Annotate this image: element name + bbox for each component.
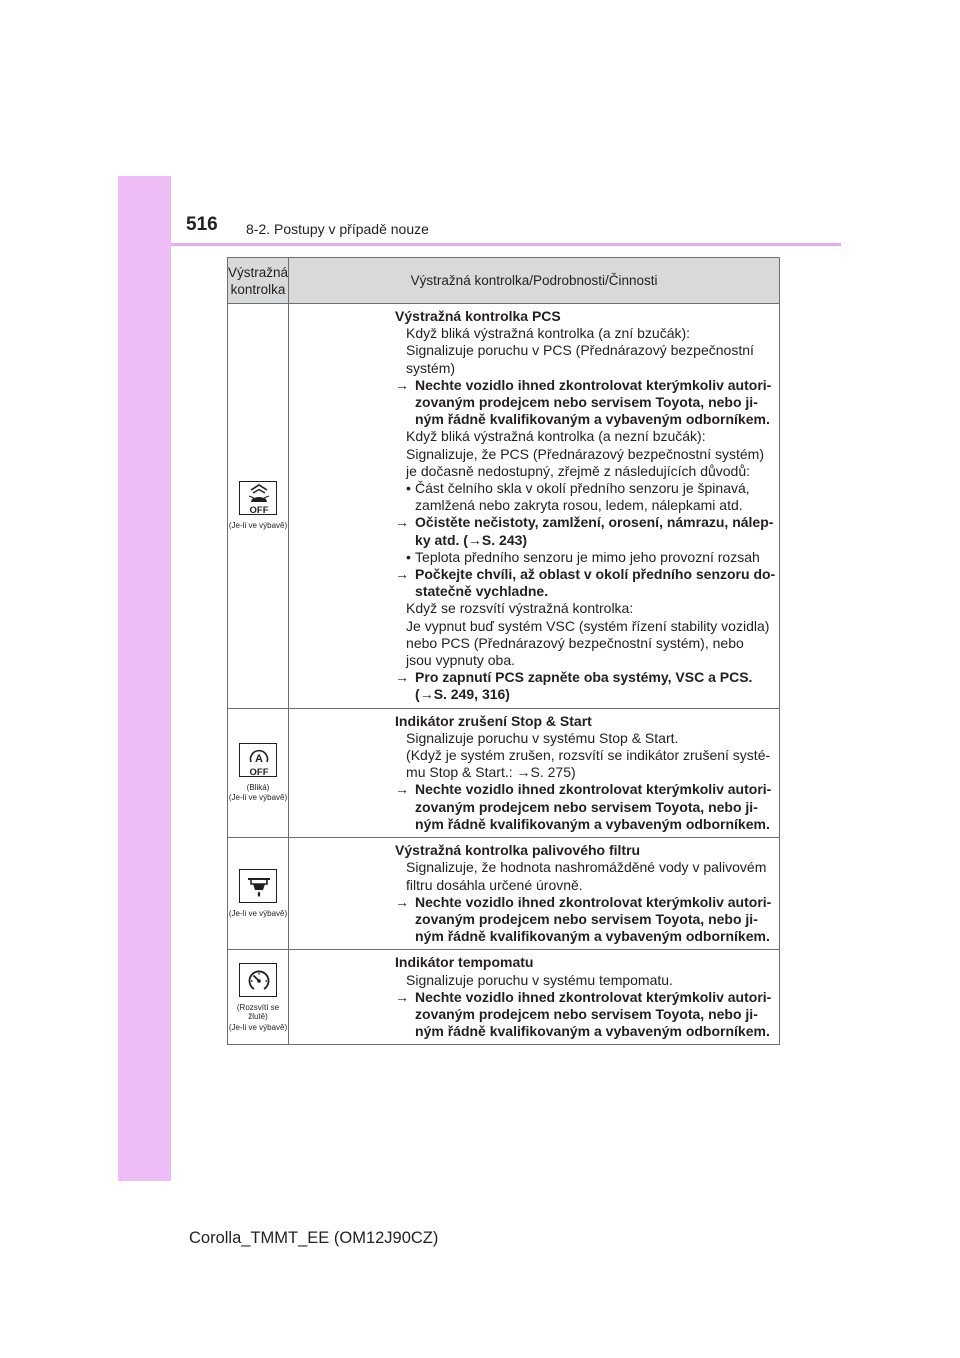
page-reference: ky atd. (→S. 243)	[415, 531, 528, 548]
table-header-row	[228, 258, 780, 304]
svg-text:A: A	[255, 752, 263, 765]
icon-cell	[228, 708, 289, 837]
action-text: → Očistěte nečistoty, zamlžení, orosení, námrazu, nálep-	[395, 514, 774, 531]
detail-text: Je vypnut buď systém VSC (systém řízení stability vozidla)	[406, 617, 770, 634]
action-text: ným řádně kvalifikovaným a vybaveným odborníkem.	[415, 815, 770, 832]
fuel-filter-icon	[239, 869, 277, 903]
detail-text: nebo PCS (Přednárazový bezpečnostní systém), nebo	[406, 634, 744, 651]
icon-note: (Je-li ve výbavě)	[228, 793, 288, 803]
action-text: ným řádně kvalifikovaným a vybaveným odborníkem.	[415, 1023, 770, 1040]
table-row	[228, 950, 780, 1045]
table-row	[228, 838, 780, 950]
details-cell	[289, 838, 780, 950]
details-cell	[289, 950, 780, 1045]
page-reference: mu Stop & Start.: →S. 275)	[406, 764, 576, 781]
details-cell	[289, 708, 780, 837]
detail-text: Signalizuje, že hodnota nashromážděné vody v palivovém	[406, 859, 767, 876]
table-row	[228, 304, 780, 709]
arrow-icon: →	[395, 988, 410, 1005]
cruise-control-icon	[239, 963, 277, 997]
header-rule	[171, 243, 841, 246]
action-text: → Pro zapnutí PCS zapněte oba systémy, VSC a PCS.	[395, 669, 753, 686]
section-title: 8-2. Postupy v případě nouze	[246, 221, 429, 237]
icon-note: (Je-li ve výbavě)	[228, 908, 288, 918]
icon-cell	[228, 950, 289, 1045]
detail-text: jsou vypnuty oba.	[406, 652, 515, 669]
arrow-icon: →	[395, 781, 410, 798]
icon-note: (Je-li ve výbavě)	[228, 1022, 288, 1032]
bullet-item: • Část čelního skla v okolí předního senzoru je špinavá,	[406, 480, 750, 497]
bullet-icon: •	[406, 548, 411, 565]
table-row	[228, 708, 780, 837]
arrow-icon: →	[395, 566, 410, 583]
detail-text: Signalizuje, že PCS (Přednárazový bezpečnostní systém)	[406, 445, 764, 462]
detail-text: (Když je systém zrušen, rozsvítí se indikátor zrušení systé-	[406, 747, 771, 764]
action-text: statečně vychladne.	[415, 583, 549, 600]
warning-light-table	[227, 257, 780, 1045]
arrow-icon: →	[395, 514, 410, 531]
arrow-icon: →	[395, 376, 410, 393]
page-reference: (→S. 249, 316)	[415, 686, 510, 703]
action-text: zovaným prodejcem nebo servisem Toyota, nebo ji-	[415, 798, 758, 815]
pcs-off-icon	[239, 481, 277, 515]
details-cell	[289, 304, 780, 709]
bullet-icon: •	[406, 480, 411, 497]
action-text: zovaným prodejcem nebo servisem Toyota, nebo ji-	[415, 394, 758, 411]
detail-text: filtru dosáhla určené úrovně.	[406, 876, 583, 893]
detail-text: Když bliká výstražná kontrolka (a zní bzučák):	[406, 325, 691, 342]
chapter-sidebar-tab	[118, 176, 171, 1181]
action-text: → Nechte vozidlo ihned zkontrolovat kterýmkoliv autori-	[395, 376, 772, 393]
action-text: ným řádně kvalifikovaným a vybaveným odborníkem.	[415, 928, 770, 945]
svg-text:OFF: OFF	[249, 766, 269, 778]
arrow-icon: →	[395, 669, 410, 686]
action-text: → Nechte vozidlo ihned zkontrolovat kterýmkoliv autori-	[395, 893, 772, 910]
action-text: → Nechte vozidlo ihned zkontrolovat kterýmkoliv autori-	[395, 781, 772, 798]
icon-cell	[228, 838, 289, 950]
page-number: 516	[186, 214, 218, 235]
column-header-details: Výstražná kontrolka/Podrobnosti/Činnosti	[289, 258, 780, 304]
detail-text: systém)	[406, 359, 456, 376]
item-title: Indikátor zrušení Stop & Start	[395, 712, 592, 729]
action-text: → Nechte vozidlo ihned zkontrolovat kterýmkoliv autori-	[395, 988, 772, 1005]
detail-text: Když se rozsvítí výstražná kontrolka:	[406, 600, 634, 617]
detail-text: Signalizuje poruchu v PCS (Přednárazový bezpečnostní	[406, 342, 754, 359]
bullet-item: • Teplota předního senzoru je mimo jeho provozní rozsah	[406, 548, 760, 565]
detail-text: Když bliká výstražná kontrolka (a nezní bzučák):	[406, 428, 706, 445]
detail-text: Signalizuje poruchu v systému tempomatu.	[406, 971, 673, 988]
footer-document-id: Corolla_TMMT_EE (OM12J90CZ)	[189, 1229, 439, 1247]
icon-note: (Bliká)	[246, 782, 270, 792]
detail-text: je dočasně nedostupný, zřejmě z následujících důvodů:	[406, 462, 751, 479]
detail-text: Signalizuje poruchu v systému Stop & Start.	[406, 729, 679, 746]
item-title: Výstražná kontrolka PCS	[395, 308, 561, 324]
icon-note: (Rozsvítí se žlutě)	[236, 1002, 280, 1022]
arrow-icon: →	[395, 893, 410, 910]
action-text: zovaným prodejcem nebo servisem Toyota, nebo ji-	[415, 1005, 758, 1022]
icon-note: (Je-li ve výbavě)	[228, 521, 288, 531]
column-header-light: Výstražná kontrolka	[228, 258, 289, 304]
action-text: → Počkejte chvíli, až oblast v okolí předního senzoru do-	[395, 566, 776, 583]
action-text: zovaným prodejcem nebo servisem Toyota, nebo ji-	[415, 910, 758, 927]
stop-start-off-icon	[239, 743, 277, 777]
svg-text:OFF: OFF	[249, 505, 269, 517]
item-title: Výstražná kontrolka palivového filtru	[395, 842, 641, 859]
item-title: Indikátor tempomatu	[395, 954, 534, 971]
detail-text: zamlžená nebo zakryta rosou, ledem, nálepkami atd.	[415, 497, 743, 514]
icon-cell	[228, 304, 289, 709]
action-text: ným řádně kvalifikovaným a vybaveným odborníkem.	[415, 411, 770, 428]
